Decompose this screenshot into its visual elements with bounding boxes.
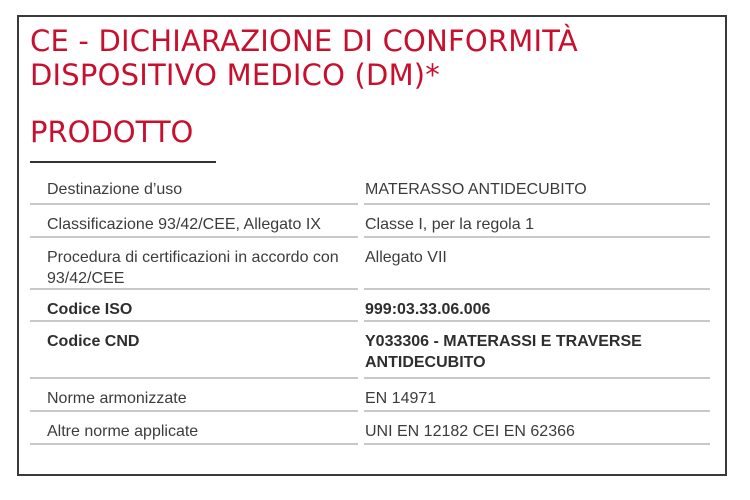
section-title-underline xyxy=(30,161,216,163)
row-separator xyxy=(30,443,358,445)
row-label: Codice CND xyxy=(47,333,140,350)
row-label: Altre norme applicate xyxy=(47,423,199,440)
row-label: Norme armonizzate xyxy=(47,390,187,407)
row-value: 999:03.33.06.006 xyxy=(365,301,491,318)
table-row xyxy=(30,379,710,412)
table-row xyxy=(30,290,710,322)
row-label: Procedura di certificazioni in accordo con 93/42/CEE xyxy=(47,249,339,287)
page-title-line-1: CE - DICHIARAZIONE DI CONFORMITÀ xyxy=(30,24,578,58)
table-row xyxy=(30,238,710,290)
row-value: Classe I, per la regola 1 xyxy=(365,216,534,233)
conformity-table xyxy=(30,170,710,445)
row-separator xyxy=(364,443,710,445)
table-row xyxy=(30,412,710,445)
table-row xyxy=(30,205,710,238)
table-row xyxy=(30,322,710,379)
row-value: Y033306 - MATERASSI E TRAVERSE ANTIDECUBITO xyxy=(365,333,642,371)
row-label: Classificazione 93/42/CEE, Allegato IX xyxy=(47,216,321,233)
row-label: Codice ISO xyxy=(47,301,133,318)
page-title xyxy=(30,24,578,92)
row-value: MATERASSO ANTIDECUBITO xyxy=(365,181,587,198)
row-value: EN 14971 xyxy=(365,390,437,407)
row-value: Allegato VII xyxy=(365,249,447,266)
section-title: PRODOTTO xyxy=(30,115,194,149)
page-title-line-2: DISPOSITIVO MEDICO (DM)* xyxy=(30,58,441,92)
table-row xyxy=(30,170,710,205)
row-value: UNI EN 12182 CEI EN 62366 xyxy=(365,423,575,440)
row-label: Destinazione d’uso xyxy=(47,181,183,198)
